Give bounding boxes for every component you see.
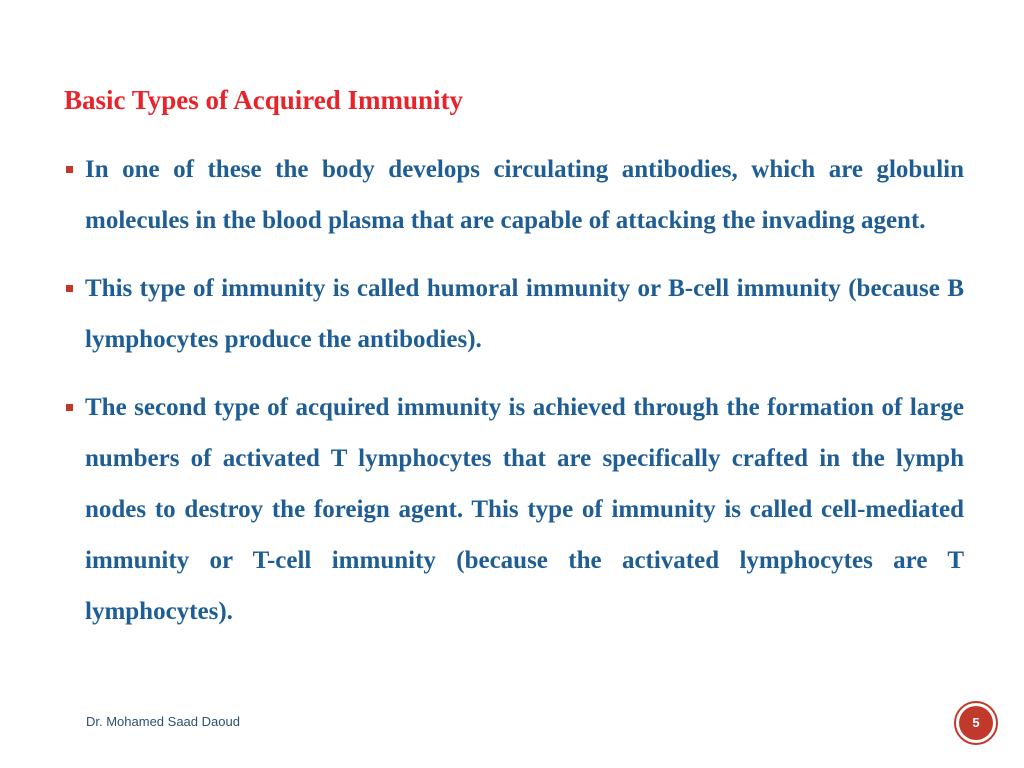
page-number-badge <box>954 701 998 745</box>
bullet-text: This type of immunity is called humoral immunity or B-cell immunity (because B lymphocytes produce the antibodies). <box>85 275 964 353</box>
square-bullet-icon <box>66 285 73 292</box>
bullet-list <box>64 144 964 654</box>
bullet-item-2 <box>64 263 964 365</box>
footer-author: Dr. Mohamed Saad Daoud <box>86 714 240 729</box>
bullet-item-1 <box>64 144 964 246</box>
square-bullet-icon <box>66 166 73 173</box>
bullet-text: In one of these the body develops circulating antibodies, which are globulin molecules in the blood plasma that are capable of attacking the invading agent. <box>85 156 964 234</box>
slide-title: Basic Types of Acquired Immunity <box>64 85 464 115</box>
square-bullet-icon <box>66 404 73 411</box>
bullet-item-3 <box>64 382 964 637</box>
bullet-text: The second type of acquired immunity is achieved through the formation of large numbers of activated T lymphocytes that are specifically crafted in the lymph nodes to destroy the foreign agent. This type of immunity is called cell-mediated immunity or T-cell immunity (because the activated lymphocytes are T lymphocytes). <box>85 394 964 625</box>
page-number: 5 <box>959 706 993 740</box>
